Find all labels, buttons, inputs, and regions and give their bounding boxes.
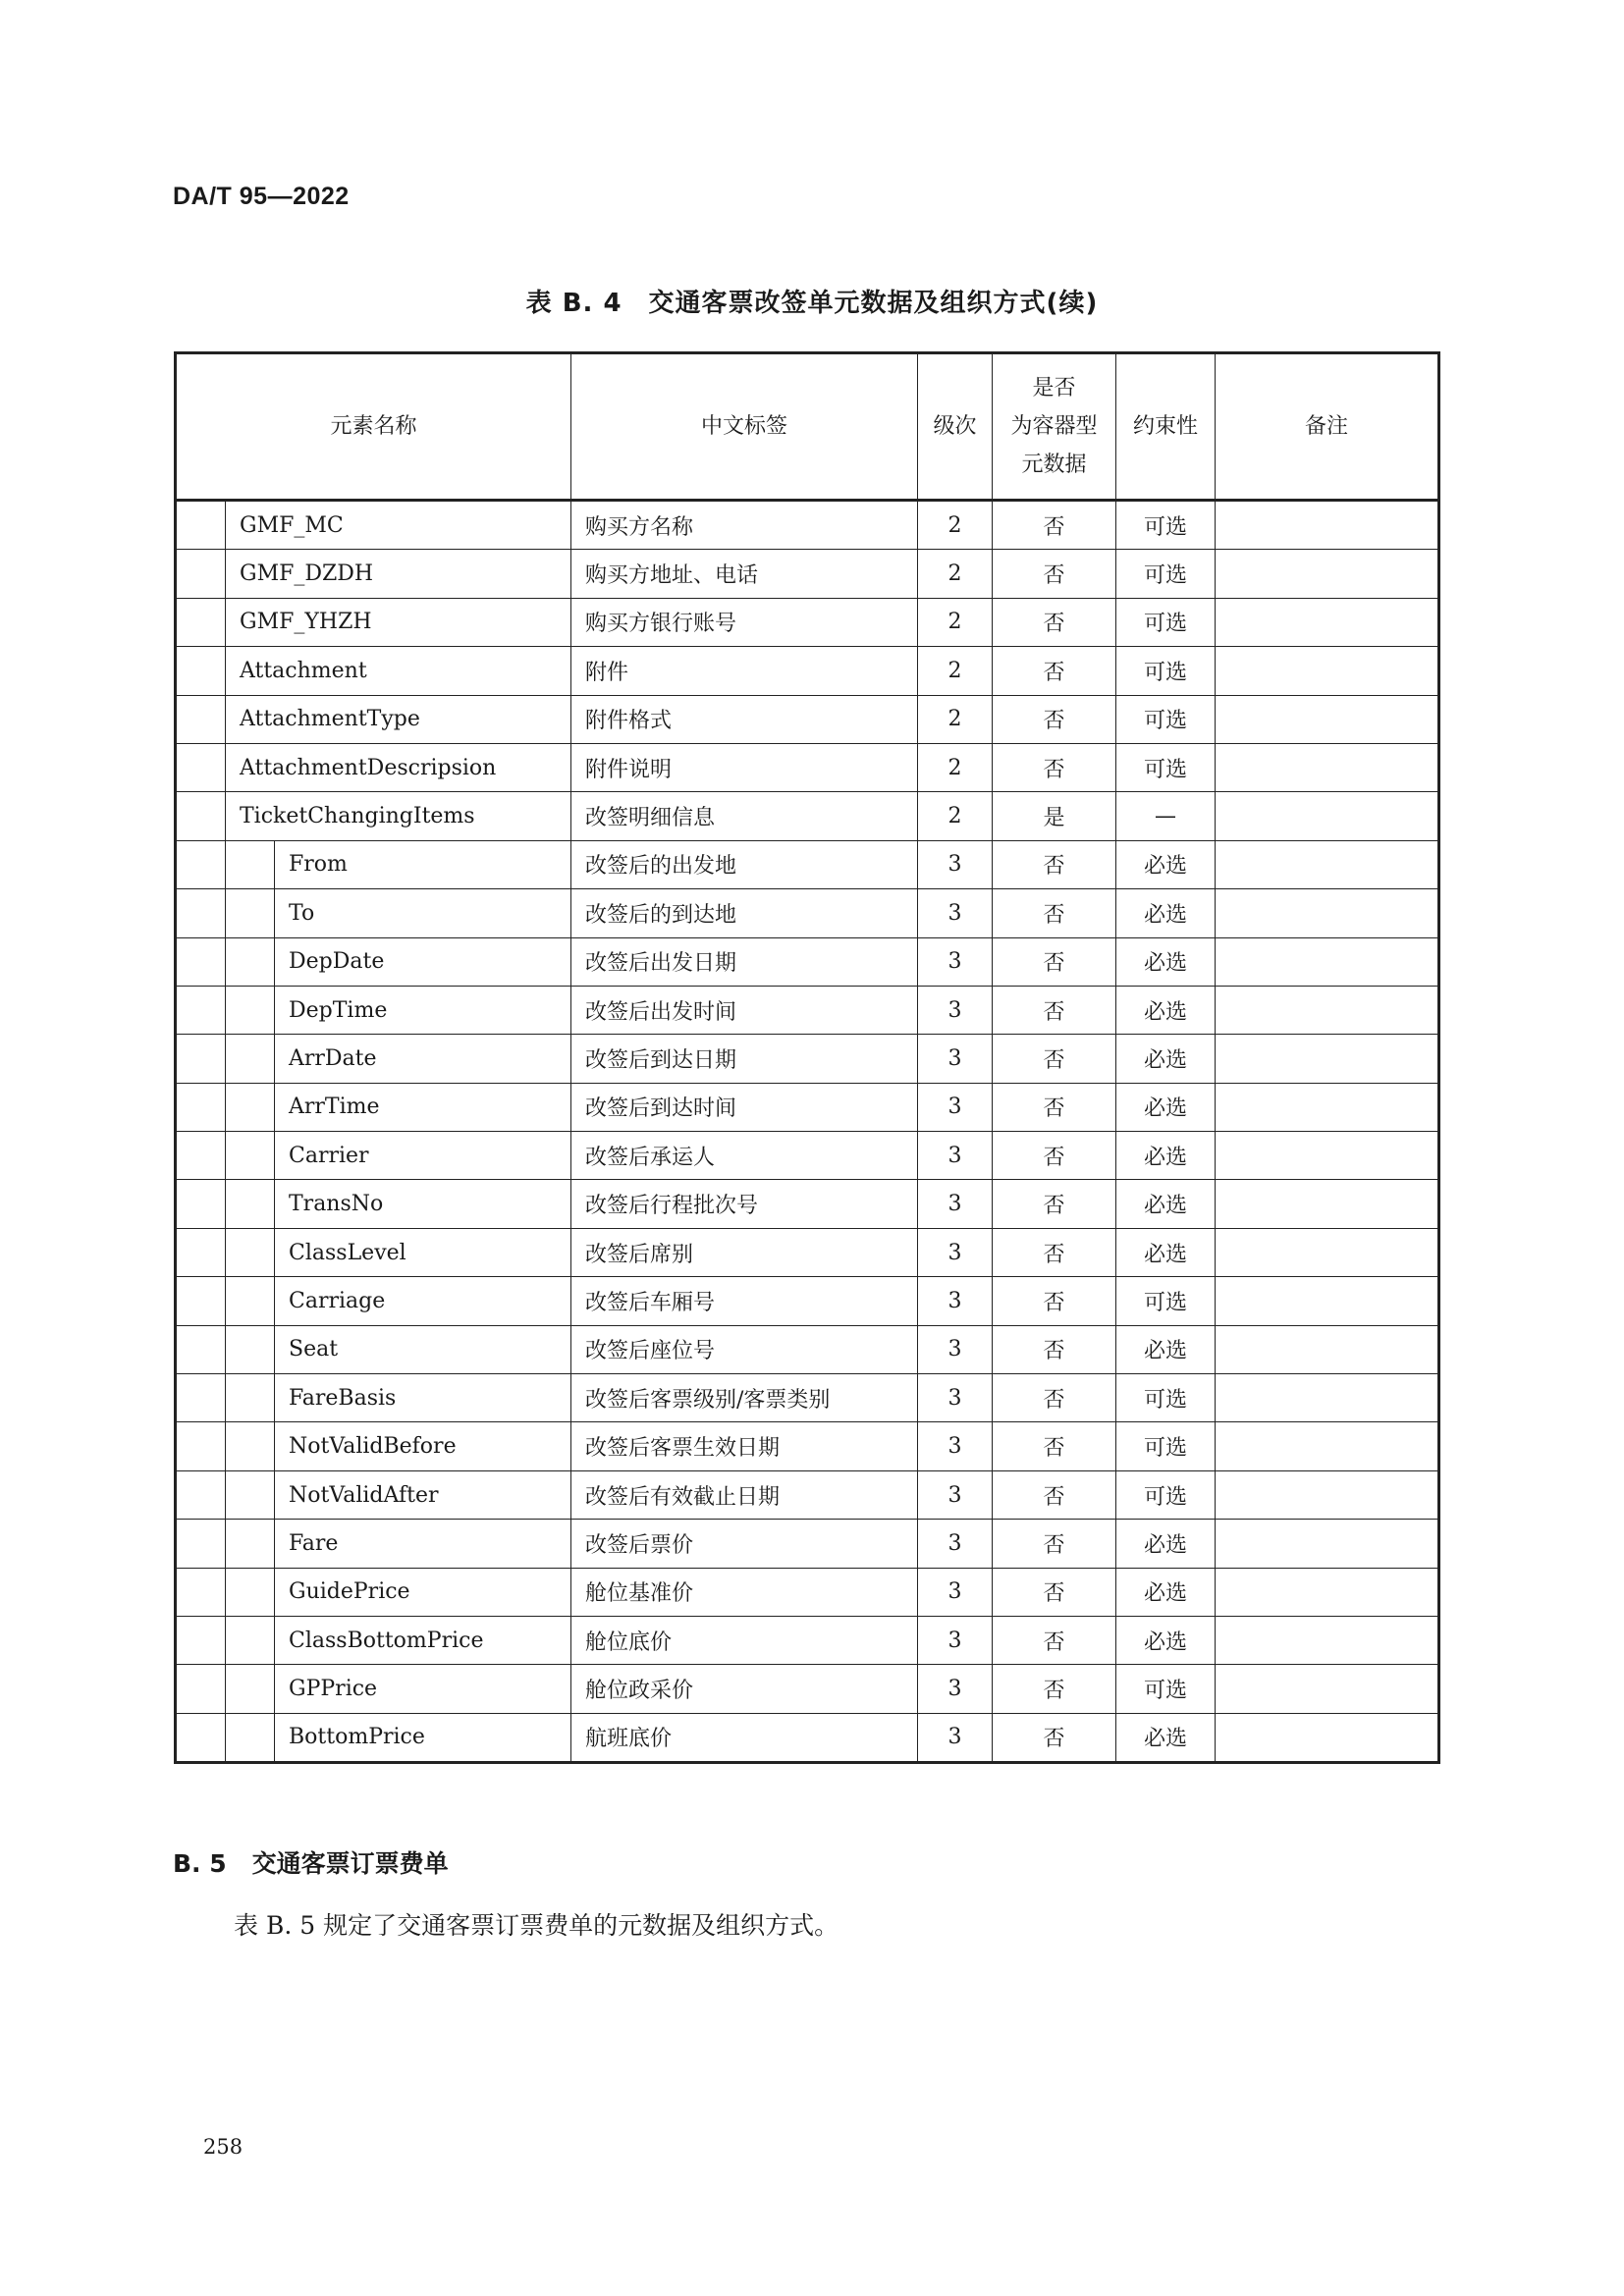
table-body (176, 501, 1439, 1763)
table-row (176, 1083, 1439, 1131)
is-container-cell: 否 (993, 1665, 1116, 1713)
is-container-cell: 是 (993, 792, 1116, 840)
level-cell: 3 (918, 937, 993, 986)
is-container-cell: 否 (993, 647, 1116, 695)
remark-cell (1216, 550, 1439, 598)
remark-cell (1216, 937, 1439, 986)
table-row (176, 1520, 1439, 1568)
table-row (176, 1228, 1439, 1276)
level-cell: 2 (918, 792, 993, 840)
indent-cell (226, 1374, 275, 1422)
header-constraint: 约束性 (1116, 353, 1216, 501)
page-number: 258 (203, 2135, 244, 2159)
indent-cell (226, 1325, 275, 1373)
table-row (176, 986, 1439, 1034)
chinese-label-cell: 改签后票价 (571, 1520, 918, 1568)
indent-cell (226, 1277, 275, 1325)
header-chinese-label: 中文标签 (571, 353, 918, 501)
level-cell: 3 (918, 1470, 993, 1519)
indent-cell (176, 889, 226, 937)
remark-cell (1216, 1520, 1439, 1568)
chinese-label-cell: 改签后座位号 (571, 1325, 918, 1373)
remark-cell (1216, 743, 1439, 791)
indent-cell (176, 647, 226, 695)
section-heading (173, 1844, 449, 1880)
is-container-cell: 否 (993, 1035, 1116, 1083)
is-container-cell: 否 (993, 1325, 1116, 1373)
remark-cell (1216, 1035, 1439, 1083)
header-level: 级次 (918, 353, 993, 501)
level-cell: 2 (918, 695, 993, 743)
remark-cell (1216, 1228, 1439, 1276)
element-name-cell: Carrier (275, 1132, 571, 1180)
remark-cell (1216, 1713, 1439, 1762)
is-container-cell: 否 (993, 889, 1116, 937)
indent-cell (176, 1616, 226, 1664)
element-name-cell: Attachment (226, 647, 571, 695)
chinese-label-cell: 改签后车厢号 (571, 1277, 918, 1325)
is-container-cell: 否 (993, 695, 1116, 743)
table-row (176, 1035, 1439, 1083)
metadata-table (174, 351, 1440, 1764)
indent-cell (176, 1520, 226, 1568)
indent-cell (176, 1568, 226, 1616)
element-name-cell: DepDate (275, 937, 571, 986)
chinese-label-cell: 附件 (571, 647, 918, 695)
table-row (176, 1568, 1439, 1616)
indent-cell (226, 986, 275, 1034)
is-container-cell: 否 (993, 840, 1116, 888)
remark-cell (1216, 1568, 1439, 1616)
is-container-cell: 否 (993, 598, 1116, 646)
is-container-cell: 否 (993, 986, 1116, 1034)
level-cell: 2 (918, 550, 993, 598)
element-name-cell: GPPrice (275, 1665, 571, 1713)
table-row (176, 550, 1439, 598)
indent-cell (176, 840, 226, 888)
indent-cell (176, 792, 226, 840)
is-container-cell: 否 (993, 1083, 1116, 1131)
indent-cell (176, 1665, 226, 1713)
table-row (176, 1665, 1439, 1713)
chinese-label-cell: 改签后承运人 (571, 1132, 918, 1180)
remark-cell (1216, 889, 1439, 937)
is-container-cell: 否 (993, 501, 1116, 550)
indent-cell (226, 840, 275, 888)
chinese-label-cell: 改签后行程批次号 (571, 1180, 918, 1228)
table-row (176, 937, 1439, 986)
is-container-cell: 否 (993, 1374, 1116, 1422)
chinese-label-cell: 舱位基准价 (571, 1568, 918, 1616)
is-container-cell: 否 (993, 1568, 1116, 1616)
element-name-cell: GMF_DZDH (226, 550, 571, 598)
level-cell: 3 (918, 840, 993, 888)
header-is-container-line1: 是否 (1032, 376, 1076, 400)
level-cell: 3 (918, 1374, 993, 1422)
remark-cell (1216, 1277, 1439, 1325)
constraint-cell: 必选 (1116, 986, 1216, 1034)
indent-cell (176, 1713, 226, 1762)
indent-cell (176, 937, 226, 986)
element-name-cell: Carriage (275, 1277, 571, 1325)
level-cell: 2 (918, 647, 993, 695)
is-container-cell: 否 (993, 1228, 1116, 1276)
constraint-cell: 可选 (1116, 1277, 1216, 1325)
indent-cell (226, 1422, 275, 1470)
remark-cell (1216, 986, 1439, 1034)
chinese-label-cell: 改签后的出发地 (571, 840, 918, 888)
element-name-cell: NotValidAfter (275, 1470, 571, 1519)
is-container-cell: 否 (993, 1422, 1116, 1470)
is-container-cell: 否 (993, 1180, 1116, 1228)
indent-cell (226, 1035, 275, 1083)
table-title: 表 B. 4 交通客票改签单元数据及组织方式(续) (525, 289, 1099, 318)
indent-cell (226, 1470, 275, 1519)
is-container-cell: 否 (993, 1520, 1116, 1568)
constraint-cell: 必选 (1116, 1180, 1216, 1228)
chinese-label-cell: 改签明细信息 (571, 792, 918, 840)
section-number: B. 5 (173, 1849, 227, 1878)
indent-cell (226, 1180, 275, 1228)
indent-cell (176, 986, 226, 1034)
table-row (176, 889, 1439, 937)
element-name-cell: GMF_YHZH (226, 598, 571, 646)
table-row (176, 1277, 1439, 1325)
table-row (176, 840, 1439, 888)
chinese-label-cell: 购买方银行账号 (571, 598, 918, 646)
level-cell: 3 (918, 1616, 993, 1664)
table-row (176, 501, 1439, 550)
header-is-container-line2: 为容器型 (1010, 414, 1098, 439)
is-container-cell: 否 (993, 1277, 1116, 1325)
indent-cell (226, 1132, 275, 1180)
indent-cell (176, 1422, 226, 1470)
indent-cell (176, 1035, 226, 1083)
table-row (176, 1422, 1439, 1470)
remark-cell (1216, 792, 1439, 840)
indent-cell (226, 1713, 275, 1762)
table-row (176, 1180, 1439, 1228)
constraint-cell: 可选 (1116, 1374, 1216, 1422)
is-container-cell: 否 (993, 1713, 1116, 1762)
constraint-cell: 必选 (1116, 1713, 1216, 1762)
constraint-cell: 可选 (1116, 1470, 1216, 1519)
remark-cell (1216, 695, 1439, 743)
header-is-container (993, 353, 1116, 501)
element-name-cell: ArrDate (275, 1035, 571, 1083)
level-cell: 3 (918, 1520, 993, 1568)
table-row (176, 598, 1439, 646)
constraint-cell: 必选 (1116, 937, 1216, 986)
indent-cell (176, 550, 226, 598)
level-cell: 3 (918, 889, 993, 937)
element-name-cell: NotValidBefore (275, 1422, 571, 1470)
element-name-cell: BottomPrice (275, 1713, 571, 1762)
element-name-cell: GMF_MC (226, 501, 571, 550)
table-row (176, 1713, 1439, 1762)
remark-cell (1216, 1470, 1439, 1519)
level-cell: 3 (918, 1132, 993, 1180)
table-row (176, 647, 1439, 695)
remark-cell (1216, 1374, 1439, 1422)
element-name-cell: DepTime (275, 986, 571, 1034)
is-container-cell: 否 (993, 1132, 1116, 1180)
constraint-cell: 必选 (1116, 1325, 1216, 1373)
level-cell: 3 (918, 1083, 993, 1131)
constraint-cell: 必选 (1116, 1132, 1216, 1180)
constraint-cell: 必选 (1116, 1083, 1216, 1131)
remark-cell (1216, 1083, 1439, 1131)
element-name-cell: ArrTime (275, 1083, 571, 1131)
indent-cell (226, 1083, 275, 1131)
element-name-cell: TicketChangingItems (226, 792, 571, 840)
indent-cell (226, 1568, 275, 1616)
chinese-label-cell: 舱位政采价 (571, 1665, 918, 1713)
chinese-label-cell: 改签后到达时间 (571, 1083, 918, 1131)
remark-cell (1216, 1325, 1439, 1373)
level-cell: 2 (918, 598, 993, 646)
indent-cell (226, 1520, 275, 1568)
indent-cell (176, 598, 226, 646)
indent-cell (176, 1325, 226, 1373)
indent-cell (176, 1132, 226, 1180)
is-container-cell: 否 (993, 1470, 1116, 1519)
standard-code: DA/T 95—2022 (173, 183, 350, 210)
indent-cell (226, 889, 275, 937)
level-cell: 2 (918, 743, 993, 791)
constraint-cell: 可选 (1116, 743, 1216, 791)
constraint-cell: 必选 (1116, 1568, 1216, 1616)
element-name-cell: TransNo (275, 1180, 571, 1228)
remark-cell (1216, 501, 1439, 550)
chinese-label-cell: 改签后的到达地 (571, 889, 918, 937)
table-row (176, 743, 1439, 791)
constraint-cell: 可选 (1116, 550, 1216, 598)
constraint-cell: 可选 (1116, 647, 1216, 695)
chinese-label-cell: 改签后到达日期 (571, 1035, 918, 1083)
chinese-label-cell: 改签后出发时间 (571, 986, 918, 1034)
header-is-container-line3: 元数据 (1021, 453, 1087, 477)
constraint-cell: — (1116, 792, 1216, 840)
level-cell: 3 (918, 1180, 993, 1228)
remark-cell (1216, 1180, 1439, 1228)
chinese-label-cell: 改签后客票级别/客票类别 (571, 1374, 918, 1422)
level-cell: 3 (918, 1277, 993, 1325)
chinese-label-cell: 附件格式 (571, 695, 918, 743)
level-cell: 3 (918, 1325, 993, 1373)
indent-cell (226, 1228, 275, 1276)
constraint-cell: 必选 (1116, 1035, 1216, 1083)
table-row (176, 792, 1439, 840)
is-container-cell: 否 (993, 550, 1116, 598)
is-container-cell: 否 (993, 1616, 1116, 1664)
constraint-cell: 必选 (1116, 1520, 1216, 1568)
chinese-label-cell: 改签后席别 (571, 1228, 918, 1276)
indent-cell (176, 1228, 226, 1276)
table-row (176, 1616, 1439, 1664)
level-cell: 2 (918, 501, 993, 550)
indent-cell (226, 1665, 275, 1713)
remark-cell (1216, 1132, 1439, 1180)
constraint-cell: 可选 (1116, 1665, 1216, 1713)
chinese-label-cell: 改签后有效截止日期 (571, 1470, 918, 1519)
element-name-cell: Seat (275, 1325, 571, 1373)
element-name-cell: AttachmentDescripsion (226, 743, 571, 791)
table-header-row (176, 353, 1439, 501)
constraint-cell: 可选 (1116, 695, 1216, 743)
constraint-cell: 必选 (1116, 1228, 1216, 1276)
level-cell: 3 (918, 986, 993, 1034)
table-row (176, 695, 1439, 743)
remark-cell (1216, 647, 1439, 695)
constraint-cell: 可选 (1116, 598, 1216, 646)
chinese-label-cell: 附件说明 (571, 743, 918, 791)
chinese-label-cell: 舱位底价 (571, 1616, 918, 1664)
element-name-cell: To (275, 889, 571, 937)
constraint-cell: 必选 (1116, 1616, 1216, 1664)
chinese-label-cell: 航班底价 (571, 1713, 918, 1762)
constraint-cell: 必选 (1116, 840, 1216, 888)
table-row (176, 1325, 1439, 1373)
chinese-label-cell: 改签后客票生效日期 (571, 1422, 918, 1470)
chinese-label-cell: 改签后出发日期 (571, 937, 918, 986)
indent-cell (176, 1180, 226, 1228)
chinese-label-cell: 购买方地址、电话 (571, 550, 918, 598)
table-row (176, 1374, 1439, 1422)
indent-cell (176, 501, 226, 550)
indent-cell (226, 1616, 275, 1664)
header-remark: 备注 (1216, 353, 1439, 501)
remark-cell (1216, 1665, 1439, 1713)
element-name-cell: ClassLevel (275, 1228, 571, 1276)
constraint-cell: 必选 (1116, 889, 1216, 937)
indent-cell (176, 743, 226, 791)
level-cell: 3 (918, 1713, 993, 1762)
element-name-cell: ClassBottomPrice (275, 1616, 571, 1664)
section-title: 交通客票订票费单 (251, 1849, 449, 1878)
level-cell: 3 (918, 1665, 993, 1713)
element-name-cell: From (275, 840, 571, 888)
section-body-text: 表 B. 5 规定了交通客票订票费单的元数据及组织方式。 (234, 1911, 839, 1940)
table-row (176, 1132, 1439, 1180)
remark-cell (1216, 840, 1439, 888)
chinese-label-cell: 购买方名称 (571, 501, 918, 550)
level-cell: 3 (918, 1035, 993, 1083)
indent-cell (176, 695, 226, 743)
element-name-cell: GuidePrice (275, 1568, 571, 1616)
constraint-cell: 可选 (1116, 501, 1216, 550)
element-name-cell: Fare (275, 1520, 571, 1568)
remark-cell (1216, 1422, 1439, 1470)
is-container-cell: 否 (993, 743, 1116, 791)
indent-cell (176, 1470, 226, 1519)
indent-cell (226, 937, 275, 986)
remark-cell (1216, 598, 1439, 646)
element-name-cell: FareBasis (275, 1374, 571, 1422)
table-row (176, 1470, 1439, 1519)
indent-cell (176, 1277, 226, 1325)
is-container-cell: 否 (993, 937, 1116, 986)
level-cell: 3 (918, 1228, 993, 1276)
level-cell: 3 (918, 1422, 993, 1470)
level-cell: 3 (918, 1568, 993, 1616)
element-name-cell: AttachmentType (226, 695, 571, 743)
indent-cell (176, 1083, 226, 1131)
header-element-name: 元素名称 (176, 353, 571, 501)
constraint-cell: 可选 (1116, 1422, 1216, 1470)
indent-cell (176, 1374, 226, 1422)
remark-cell (1216, 1616, 1439, 1664)
